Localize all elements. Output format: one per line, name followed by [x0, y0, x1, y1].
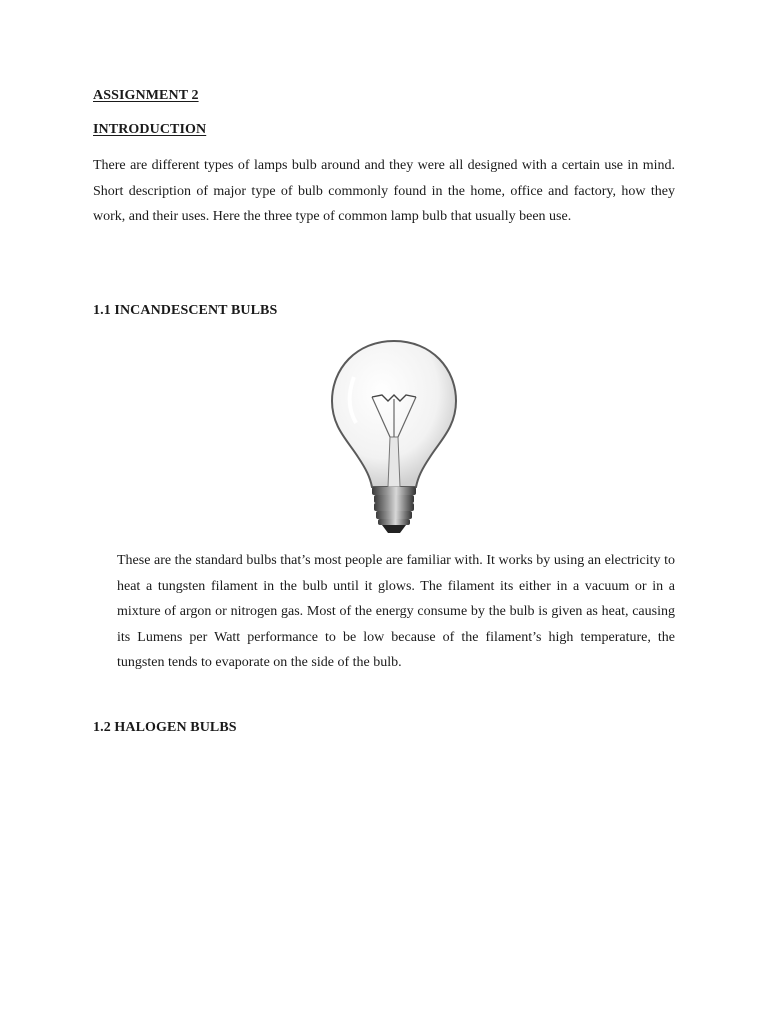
incandescent-heading: 1.1 INCANDESCENT BULBS — [93, 303, 278, 318]
halogen-heading: 1.2 HALOGEN BULBS — [93, 720, 237, 735]
introduction-heading: INTRODUCTION — [93, 122, 207, 137]
incandescent-paragraph: These are the standard bulbs that’s most people are familiar with. It works by using an electricity to heat a tungsten filament in the bulb until it glows. The filament its either in a vacuum or in a mixture of argon or nitrogen gas. Most of the energy consume by the bulb is given as heat, causing its Lumens per Watt performance to be low because of the filament’s high temperature, the tungsten tends to evaporate on the side of the bulb. — [117, 553, 675, 670]
incandescent-bulb-image — [318, 337, 470, 537]
introduction-paragraph: There are different types of lamps bulb around and they were all designed with a certain use in mind. Short description of major type of bulb commonly found in the home, office and factory, how they work, and their uses. Here the three type of common lamp bulb that usually been use. — [93, 158, 675, 224]
assignment-title: ASSIGNMENT 2 — [93, 88, 199, 103]
